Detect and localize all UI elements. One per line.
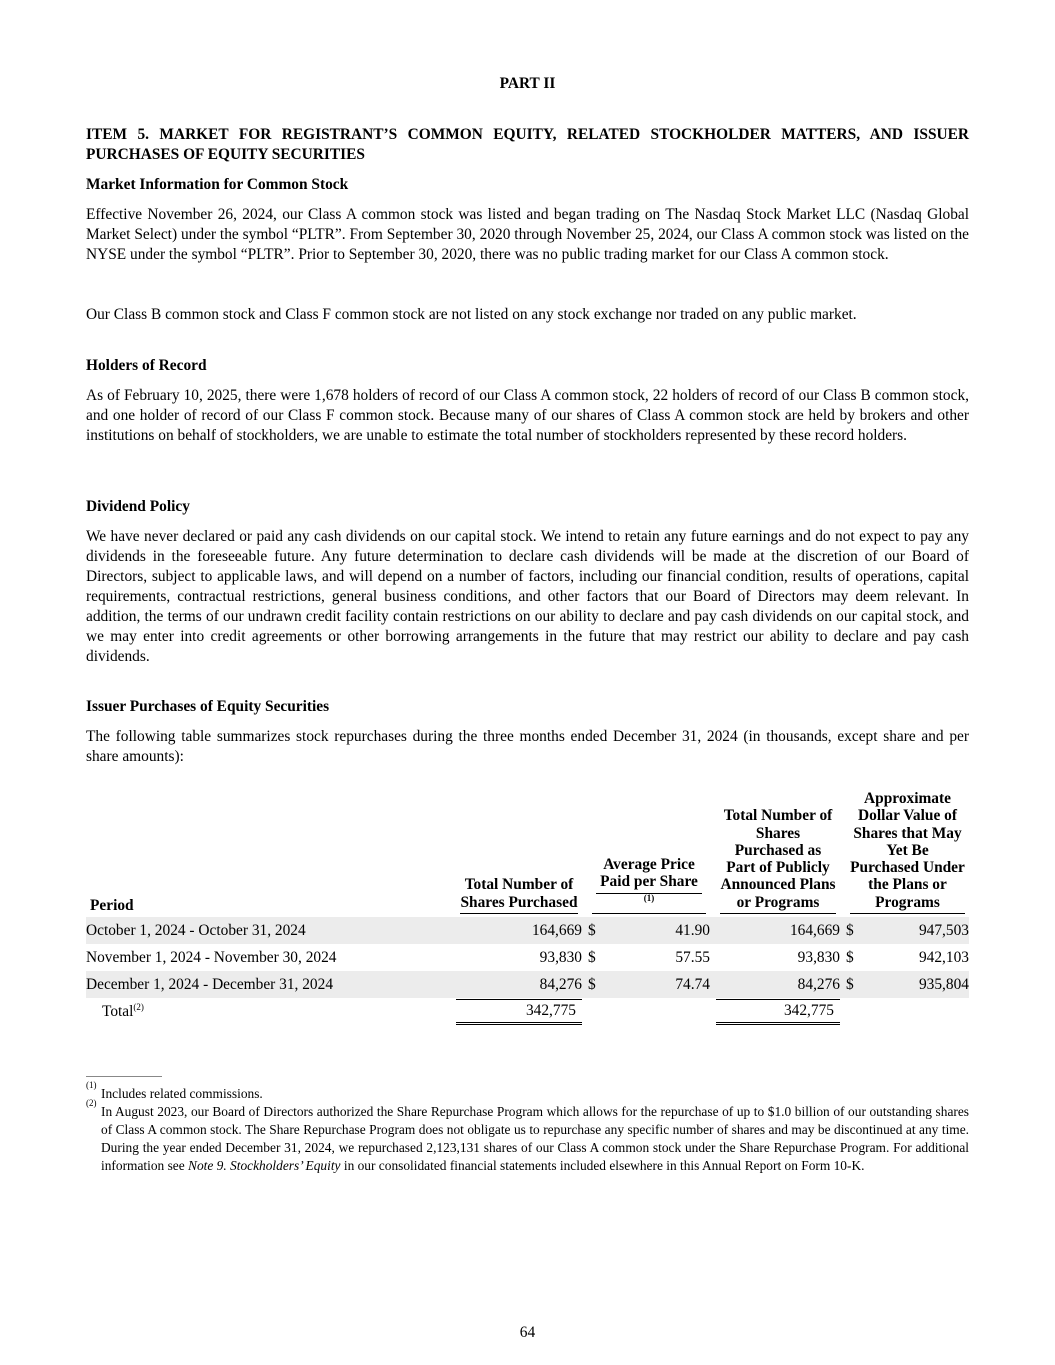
row-approximate-value: 935,804	[864, 971, 969, 998]
table-row	[86, 944, 969, 971]
row-total-shares: 93,830	[539, 948, 582, 966]
total-publicly-announced: 342,775	[716, 999, 840, 1025]
total-label: Total$^{(2)}$	[102, 1001, 144, 1020]
table-row	[86, 971, 969, 998]
issuer-paragraph: The following table summarizes stock repurchases during the three months ended December 31, 2024 (in thousands, except share and per share amounts):	[86, 728, 969, 765]
row-publicly-announced: 164,669	[716, 917, 840, 944]
row-dollar-sign: $	[846, 917, 864, 944]
row-period: December 1, 2024 - December 31, 2024	[86, 971, 456, 998]
header-publicly-announced: Total Number of Shares Purchased as Part of Publicly Announced Plans or Programs	[716, 790, 840, 917]
table-total-row	[86, 998, 969, 1025]
row-publicly-announced: 84,276	[716, 971, 840, 998]
repurchase-table	[86, 790, 969, 1025]
footnote-text: Includes related commissions.	[101, 1086, 263, 1101]
row-average-price: 74.74	[606, 971, 710, 998]
row-approximate-value: 942,103	[918, 948, 969, 966]
market-info-paragraph: Effective November 26, 2024, our Class A common stock was listed and began trading on The Nasdaq Stock Market LLC (Nasdaq Global Market Select) under the symbol “PLTR”. From September 30, 2020 through November 25, 2024, our Class A common stock was listed on the NYSE under the symbol “PLTR”. Prior to September 30, 2020, there was no public trading market for our Class A common stock.	[86, 206, 969, 263]
market-info-heading: Market Information for Common Stock	[86, 176, 349, 193]
header-average-price: Average Price Paid per Share $^{(1)}$	[588, 790, 710, 917]
footnote-1: (1) Includes related commissions.	[86, 1085, 969, 1103]
page-number: 64	[519, 1324, 536, 1341]
footnote-2: (2) In August 2023, our Board of Directors authorized the Share Repurchase Program which allows for the repurchase of up to $1.0 billion of our outstanding shares of Class A common stock. The Share Repurchase Program does not obligate us to repurchase any specific number of shares and may be discontinued at any time. During the year ended December 31, 2024, we repurchased 2,123,131 shares of our Class A common stock under the Share Repurchase Program. For additional information see Note 9. Stockholders’ Equity in our consolidated financial statements included elsewhere in this Annual Report on Form 10-K.	[86, 1098, 969, 1173]
footnote-text: In August 2023, our Board of Directors authorized the Share Repurchase Program which allows for the repurchase of up to $1.0 billion of our outstanding shares of Class A common stock. The Share Repurchase Program does not obligate us to repurchase any specific number of shares and may be discontinued at any time. During the year ended December 31, 2024, we repurchased 2,123,131 shares of our Class A common stock under the Share Repurchase Program. For additional information see Note 9. Stockholders’ Equity in our consolidated financial statements included elsewhere in this Annual Report on Form 10-K.	[101, 1104, 969, 1173]
row-dollar-sign: $	[588, 971, 606, 998]
row-dollar-sign: $	[588, 917, 606, 944]
row-period: October 1, 2024 - October 31, 2024	[86, 917, 456, 944]
footnote-divider	[86, 1076, 162, 1077]
class-b-paragraph: Our Class B common stock and Class F common stock are not listed on any stock exchange nor traded on any public market.	[86, 306, 857, 323]
row-period: November 1, 2024 - November 30, 2024	[86, 948, 337, 966]
row-dollar-sign: $	[588, 948, 596, 966]
note-reference: Note 9. Stockholders’ Equity	[188, 1158, 341, 1173]
holders-heading: Holders of Record	[86, 357, 207, 374]
holders-paragraph: As of February 10, 2025, there were 1,678 holders of record of our Class A common stock, 22 holders of record of our Class B common stock, and one holder of record of our Class F common stock. Because many of our shares of Class A common stock are held by brokers and other institutions on behalf of stockholders, we are unable to estimate the total number of stockholders represented by these record holders.	[86, 387, 969, 444]
row-average-price: 41.90	[606, 917, 710, 944]
row-total-shares: 164,669	[456, 917, 582, 944]
table-header-row	[86, 790, 969, 917]
dividend-paragraph: We have never declared or paid any cash dividends on our capital stock. We intend to retain any future earnings and do not expect to pay any dividends in the foreseeable future. Any future determination to declare cash dividends will be made at the discretion of our Board of Directors, subject to applicable laws, and will depend on a number of factors, including our financial condition, results of operations, capital requirements, contractual restrictions, general business conditions, and other factors that our Board of Directors may deem relevant. In addition, the terms of our undrawn credit facility contain restrictions on our ability to declare and pay cash dividends on our capital stock, and we may enter into credit agreements or other borrowing arrangements in the future that may restrict our ability to declare and pay cash dividends.	[86, 528, 969, 665]
row-dollar-sign: $	[846, 971, 864, 998]
header-total-shares: Total Number of Shares Purchased	[456, 790, 582, 917]
item-title: ITEM 5. MARKET FOR REGISTRANT’S COMMON EQUITY, RELATED STOCKHOLDER MATTERS, AND ISSUER PURCHASES OF EQUITY SECURITIES	[86, 126, 969, 163]
header-approximate-value: Approximate Dollar Value of Shares that May Yet Be Purchased Under the Plans or Programs	[846, 790, 969, 917]
row-average-price: 57.55	[675, 948, 710, 966]
issuer-heading: Issuer Purchases of Equity Securities	[86, 698, 330, 715]
row-approximate-value: 947,503	[864, 917, 969, 944]
dividend-heading: Dividend Policy	[86, 498, 190, 515]
part-heading: PART II	[499, 75, 556, 92]
row-publicly-announced: 93,830	[797, 948, 840, 966]
row-dollar-sign: $	[846, 948, 854, 966]
header-period: Period	[90, 896, 134, 914]
table-row	[86, 917, 969, 944]
total-shares: 342,775	[456, 999, 582, 1025]
row-total-shares: 84,276	[456, 971, 582, 998]
